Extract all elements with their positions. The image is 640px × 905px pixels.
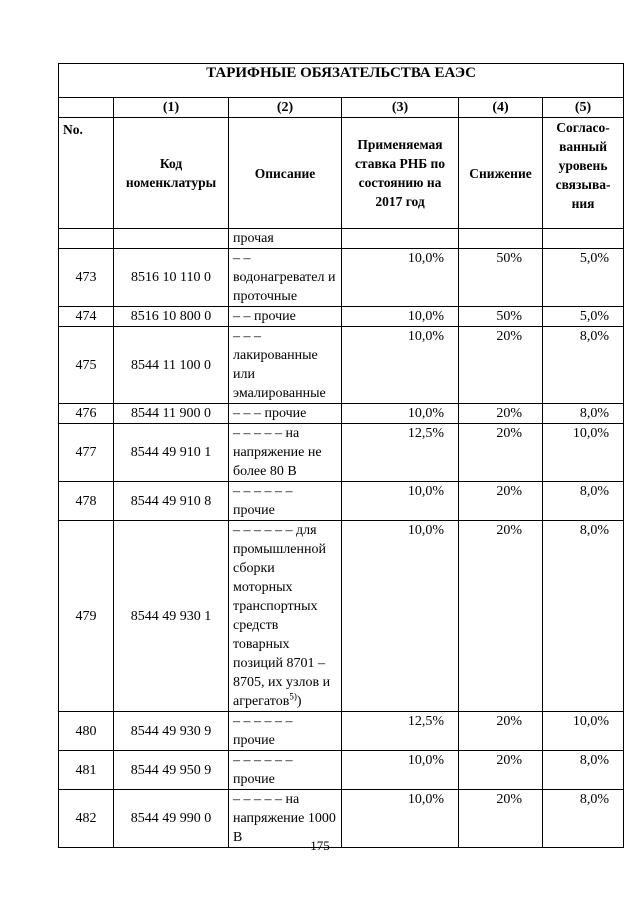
description-text: – – – – – – прочие [233, 714, 293, 748]
row-number: 482 [59, 790, 114, 848]
tariff-table [58, 63, 624, 848]
row-reduction: 20% [459, 521, 543, 712]
row-bound-level: 5,0% [543, 307, 624, 327]
description-text: – – – – – – прочие [233, 484, 293, 518]
row-number: 478 [59, 482, 114, 521]
table-row [59, 249, 624, 307]
table-row [59, 327, 624, 404]
table-row [59, 424, 624, 482]
row-code: 8544 49 950 9 [114, 751, 229, 790]
page-number: 175 [310, 838, 330, 853]
row-reduction: 20% [459, 712, 543, 751]
row-code: 8544 11 900 0 [114, 404, 229, 424]
row-applied-rate: 10,0% [342, 790, 459, 848]
row-applied-rate: 10,0% [342, 327, 459, 404]
description-text: – – – прочие [233, 406, 307, 421]
row-description [229, 482, 342, 521]
table-row [59, 229, 624, 249]
column-number-1: (1) [114, 98, 229, 118]
row-description [229, 229, 342, 249]
description-text: – – – лакированные или эмалированные [233, 329, 326, 401]
row-applied-rate: 12,5% [342, 712, 459, 751]
row-bound-level: 8,0% [543, 751, 624, 790]
row-bound-level: 10,0% [543, 424, 624, 482]
row-description [229, 751, 342, 790]
row-applied-rate: 10,0% [342, 404, 459, 424]
row-description [229, 307, 342, 327]
row-description [229, 327, 342, 404]
column-number-4: (4) [459, 98, 543, 118]
row-number: 474 [59, 307, 114, 327]
description-text: – – – – – на напряжение 1000 В [233, 792, 336, 845]
header-no: No. [59, 118, 114, 229]
row-description [229, 249, 342, 307]
header-code: Код номенклатуры [114, 118, 229, 229]
row-reduction: 20% [459, 327, 543, 404]
header-description: Описание [229, 118, 342, 229]
column-number-2: (2) [229, 98, 342, 118]
row-number [59, 229, 114, 249]
row-code: 8544 49 990 0 [114, 790, 229, 848]
header-reduction: Снижение [459, 118, 543, 229]
table-row [59, 521, 624, 712]
row-number: 477 [59, 424, 114, 482]
description-text: – – водонагревател и проточные [233, 251, 336, 304]
description-text: – – – – – – для промышленной сборки моторных транспортных средств товарных позиций 8701 – 8705, их узлов и агрегатов [233, 523, 331, 709]
table-row [59, 307, 624, 327]
column-number-5: (5) [543, 98, 624, 118]
row-code: 8544 49 930 9 [114, 712, 229, 751]
table-row [59, 712, 624, 751]
row-description [229, 424, 342, 482]
row-bound-level: 8,0% [543, 482, 624, 521]
row-bound-level: 8,0% [543, 790, 624, 848]
row-applied-rate: 12,5% [342, 424, 459, 482]
row-code: 8544 11 100 0 [114, 327, 229, 404]
footnote-marker: 5) [289, 691, 297, 702]
row-reduction: 50% [459, 307, 543, 327]
column-number-blank [59, 98, 114, 118]
row-applied-rate: 10,0% [342, 307, 459, 327]
row-applied-rate: 10,0% [342, 249, 459, 307]
row-bound-level: 8,0% [543, 327, 624, 404]
row-number: 480 [59, 712, 114, 751]
table-row [59, 482, 624, 521]
row-code: 8544 49 910 1 [114, 424, 229, 482]
row-number: 475 [59, 327, 114, 404]
row-bound-level [543, 229, 624, 249]
row-reduction: 20% [459, 790, 543, 848]
row-number: 473 [59, 249, 114, 307]
row-applied-rate: 10,0% [342, 521, 459, 712]
row-description [229, 404, 342, 424]
row-number: 481 [59, 751, 114, 790]
row-reduction: 20% [459, 751, 543, 790]
row-reduction: 20% [459, 404, 543, 424]
row-code: 8516 10 800 0 [114, 307, 229, 327]
row-applied-rate: 10,0% [342, 482, 459, 521]
row-reduction [459, 229, 543, 249]
table-row [59, 751, 624, 790]
row-reduction: 20% [459, 424, 543, 482]
header-applied-rate: Применяемая ставка РНБ по состоянию на 2017 год [342, 118, 459, 229]
description-text: – – – – – – прочие [233, 753, 293, 787]
table-body [59, 229, 624, 848]
row-description [229, 712, 342, 751]
row-number: 479 [59, 521, 114, 712]
row-bound-level: 5,0% [543, 249, 624, 307]
row-code: 8516 10 110 0 [114, 249, 229, 307]
row-code: 8544 49 910 8 [114, 482, 229, 521]
table-row [59, 404, 624, 424]
row-bound-level: 8,0% [543, 521, 624, 712]
row-bound-level: 8,0% [543, 404, 624, 424]
row-reduction: 20% [459, 482, 543, 521]
column-number-3: (3) [342, 98, 459, 118]
description-text: – – прочие [233, 309, 296, 324]
row-bound-level: 10,0% [543, 712, 624, 751]
header-bound-level: Согласо-ванный уровень связыва-ния [543, 118, 624, 229]
description-text: прочая [233, 231, 274, 246]
row-code [114, 229, 229, 249]
description-text: – – – – – на напряжение не более 80 В [233, 426, 322, 479]
row-reduction: 50% [459, 249, 543, 307]
row-number: 476 [59, 404, 114, 424]
row-description [229, 521, 342, 712]
description-tail: ) [296, 694, 302, 709]
row-applied-rate [342, 229, 459, 249]
table-title: ТАРИФНЫЕ ОБЯЗАТЕЛЬСТВА ЕАЭС [59, 64, 624, 98]
row-applied-rate: 10,0% [342, 751, 459, 790]
row-code: 8544 49 930 1 [114, 521, 229, 712]
